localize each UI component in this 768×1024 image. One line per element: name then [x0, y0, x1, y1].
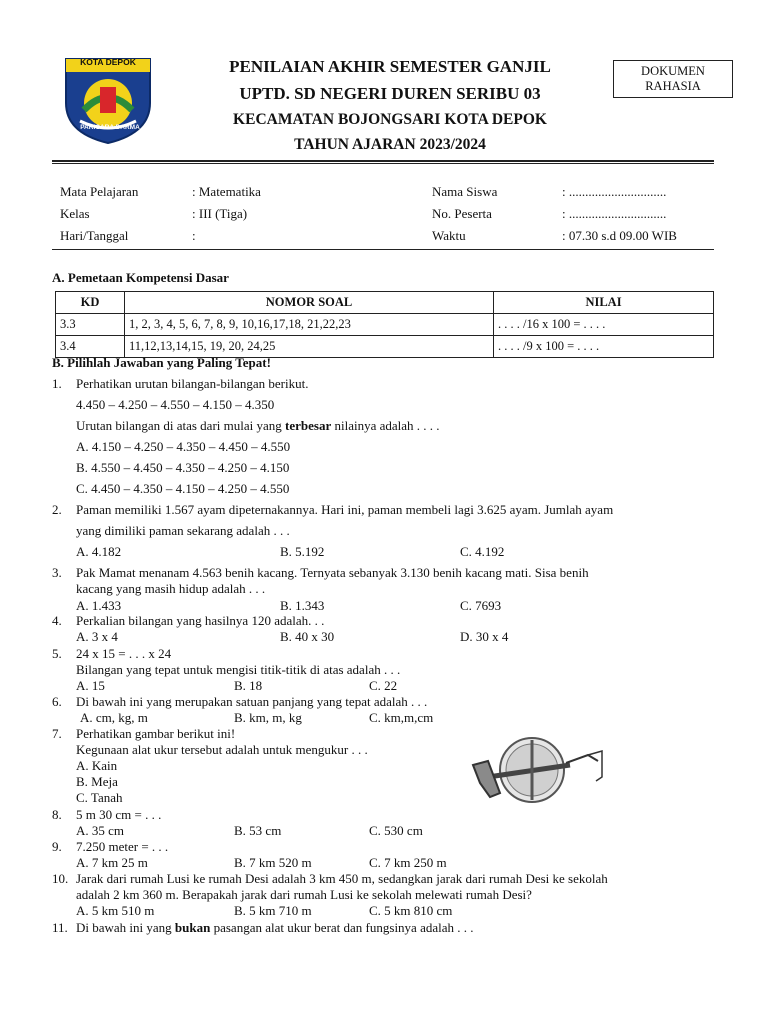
header-divider — [52, 160, 714, 162]
q6-option-b[interactable]: B. km, m, kg — [234, 710, 302, 725]
q10-option-c[interactable]: C. 5 km 810 cm — [369, 903, 453, 918]
q5-text-line2: Bilangan yang tepat untuk mengisi titik-titik di atas adalah . . . — [76, 662, 401, 677]
q4-number: 4. — [52, 613, 62, 628]
q7-option-a[interactable]: A. Kain — [76, 758, 118, 773]
logo-text: KOTA DEPOK — [80, 57, 136, 67]
q10-text-line2: adalah 2 km 360 m. Berapakah jarak dari rumah Lusi ke sekolah melewati rumah Desi? — [76, 887, 532, 902]
cell-nilai[interactable]: . . . . /16 x 100 = . . . . — [494, 314, 714, 336]
q2-option-b[interactable]: B. 5.192 — [280, 544, 325, 559]
q3-option-c[interactable]: C. 7693 — [460, 598, 502, 613]
kd-table — [55, 291, 714, 358]
peserta-label: No. Peserta — [432, 206, 492, 221]
header-nilai: NILAI — [494, 292, 714, 314]
q7-text-line2: Kegunaan alat ukur tersebut adalah untuk mengukur . . . — [76, 742, 368, 757]
confidential-box — [613, 60, 733, 98]
info-divider — [52, 249, 714, 250]
q1-question: Urutan bilangan di atas dari mulai yang terbesar nilainya adalah . . . . — [76, 418, 440, 433]
q2-text-line2: yang dimiliki paman sekarang adalah . . . — [76, 523, 290, 538]
confidential-line1: DOKUMEN — [641, 64, 705, 78]
waktu-label: Waktu — [432, 228, 466, 243]
q5-option-b[interactable]: B. 18 — [234, 678, 263, 693]
q10-option-a[interactable]: A. 5 km 510 m — [76, 903, 155, 918]
q1-option-c[interactable]: C. 4.450 – 4.350 – 4.150 – 4.250 – 4.550 — [76, 481, 290, 496]
q4-option-b[interactable]: B. 40 x 30 — [280, 629, 335, 644]
kelas-value: : III (Tiga) — [192, 206, 248, 221]
nama-label: Nama Siswa — [432, 184, 498, 199]
cell-kd: 3.3 — [56, 314, 125, 336]
q1-option-a[interactable]: A. 4.150 – 4.250 – 4.350 – 4.450 – 4.550 — [76, 439, 291, 454]
header-divider-thin — [52, 163, 714, 164]
cell-kd: 3.4 — [56, 336, 125, 358]
q5-text: 24 x 15 = . . . x 24 — [76, 646, 172, 661]
q6-option-a[interactable]: A. cm, kg, m — [80, 710, 148, 725]
q8-option-b[interactable]: B. 53 cm — [234, 823, 282, 838]
q5-number: 5. — [52, 646, 62, 661]
q2-option-a[interactable]: A. 4.182 — [76, 544, 122, 559]
q9-option-c[interactable]: C. 7 km 250 m — [369, 855, 447, 870]
cell-nomor: 1, 2, 3, 4, 5, 6, 7, 8, 9, 10,16,17,18, 21,22,23 — [125, 314, 494, 336]
q4-option-d[interactable]: D. 30 x 4 — [460, 629, 509, 644]
section-b-title: B. Pilihlah Jawaban yang Paling Tepat! — [52, 355, 271, 370]
academic-year: TAHUN AJARAN 2023/2024 — [294, 136, 486, 153]
hari-label: Hari/Tanggal — [60, 228, 129, 243]
q9-option-b[interactable]: B. 7 km 520 m — [234, 855, 312, 870]
q2-number: 2. — [52, 502, 62, 517]
q8-option-c[interactable]: C. 530 cm — [369, 823, 423, 838]
q3-text-line1: Pak Mamat menanam 4.563 benih kacang. Ternyata sebanyak 3.130 benih kacang mati. Sisa benih — [76, 565, 589, 580]
header-nomor-soal: NOMOR SOAL — [125, 292, 494, 314]
q11-text: Di bawah ini yang bukan pasangan alat ukur berat dan fungsinya adalah . . . — [76, 920, 474, 935]
q1-option-b[interactable]: B. 4.550 – 4.450 – 4.350 – 4.250 – 4.150 — [76, 460, 290, 475]
confidential-line2: RAHASIA — [645, 79, 701, 93]
cell-nilai[interactable]: . . . . /9 x 100 = . . . . — [494, 336, 714, 358]
q2-option-c[interactable]: C. 4.192 — [460, 544, 505, 559]
school-name: UPTD. SD NEGERI DUREN SERIBU 03 — [239, 84, 541, 103]
q2-text-line1: Paman memiliki 1.567 ayam dipeternakannya. Hari ini, paman membeli lagi 3.625 ayam. Jumlah ayam — [76, 502, 614, 517]
table-row — [56, 314, 714, 336]
hari-value: : — [192, 228, 196, 243]
q3-option-a[interactable]: A. 1.433 — [76, 598, 122, 613]
mapel-label: Mata Pelajaran — [60, 184, 139, 199]
q6-text: Di bawah ini yang merupakan satuan panjang yang tepat adalah . . . — [76, 694, 428, 709]
logo-motto: PARICARA DARMA — [80, 124, 140, 131]
q6-option-c[interactable]: C. km,m,cm — [369, 710, 434, 725]
peserta-field[interactable]: : .............................. — [562, 206, 667, 221]
q8-number: 8. — [52, 807, 62, 822]
q4-option-a[interactable]: A. 3 x 4 — [76, 629, 118, 644]
section-a-title: A. Pemetaan Kompetensi Dasar — [52, 270, 229, 285]
q6-number: 6. — [52, 694, 62, 709]
kota-depok-logo — [58, 55, 158, 145]
q1-sequence: 4.450 – 4.250 – 4.550 – 4.150 – 4.350 — [76, 397, 275, 412]
q9-option-a[interactable]: A. 7 km 25 m — [76, 855, 148, 870]
q3-option-b[interactable]: B. 1.343 — [280, 598, 325, 613]
q9-number: 9. — [52, 839, 62, 854]
q9-text: 7.250 meter = . . . — [76, 839, 169, 854]
mapel-value: : Matematika — [192, 184, 261, 199]
q7-number: 7. — [52, 726, 62, 741]
q7-option-b[interactable]: B. Meja — [76, 774, 118, 789]
kelas-label: Kelas — [60, 206, 90, 221]
q4-text: Perkalian bilangan yang hasilnya 120 adalah. . . — [76, 613, 325, 628]
nama-field[interactable]: : .............................. — [562, 184, 667, 199]
q3-text-line2: kacang yang masih hidup adalah . . . — [76, 581, 266, 596]
header-kd: KD — [56, 292, 125, 314]
cell-nomor: 11,12,13,14,15, 19, 20, 24,25 — [125, 336, 494, 358]
q7-option-c[interactable]: C. Tanah — [76, 790, 123, 805]
q8-option-a[interactable]: A. 35 cm — [76, 823, 125, 838]
q5-option-a[interactable]: A. 15 — [76, 678, 105, 693]
q1-number: 1. — [52, 376, 62, 391]
q1-text: Perhatikan urutan bilangan-bilangan berikut. — [76, 376, 309, 391]
measuring-tape-icon — [470, 737, 605, 807]
q11-number: 11. — [52, 920, 68, 935]
waktu-value: : 07.30 s.d 09.00 WIB — [562, 228, 677, 243]
q5-option-c[interactable]: C. 22 — [369, 678, 398, 693]
q3-number: 3. — [52, 565, 62, 580]
table-header-row — [56, 292, 714, 314]
district-name: KECAMATAN BOJONGSARI KOTA DEPOK — [233, 111, 547, 128]
exam-title: PENILAIAN AKHIR SEMESTER GANJIL — [229, 57, 551, 76]
q10-option-b[interactable]: B. 5 km 710 m — [234, 903, 312, 918]
q8-text: 5 m 30 cm = . . . — [76, 807, 162, 822]
q10-text-line1: Jarak dari rumah Lusi ke rumah Desi adalah 3 km 450 m, sedangkan jarak dari rumah Desi ke sekolah — [76, 871, 608, 886]
q7-text: Perhatikan gambar berikut ini! — [76, 726, 236, 741]
q10-number: 10. — [52, 871, 69, 886]
